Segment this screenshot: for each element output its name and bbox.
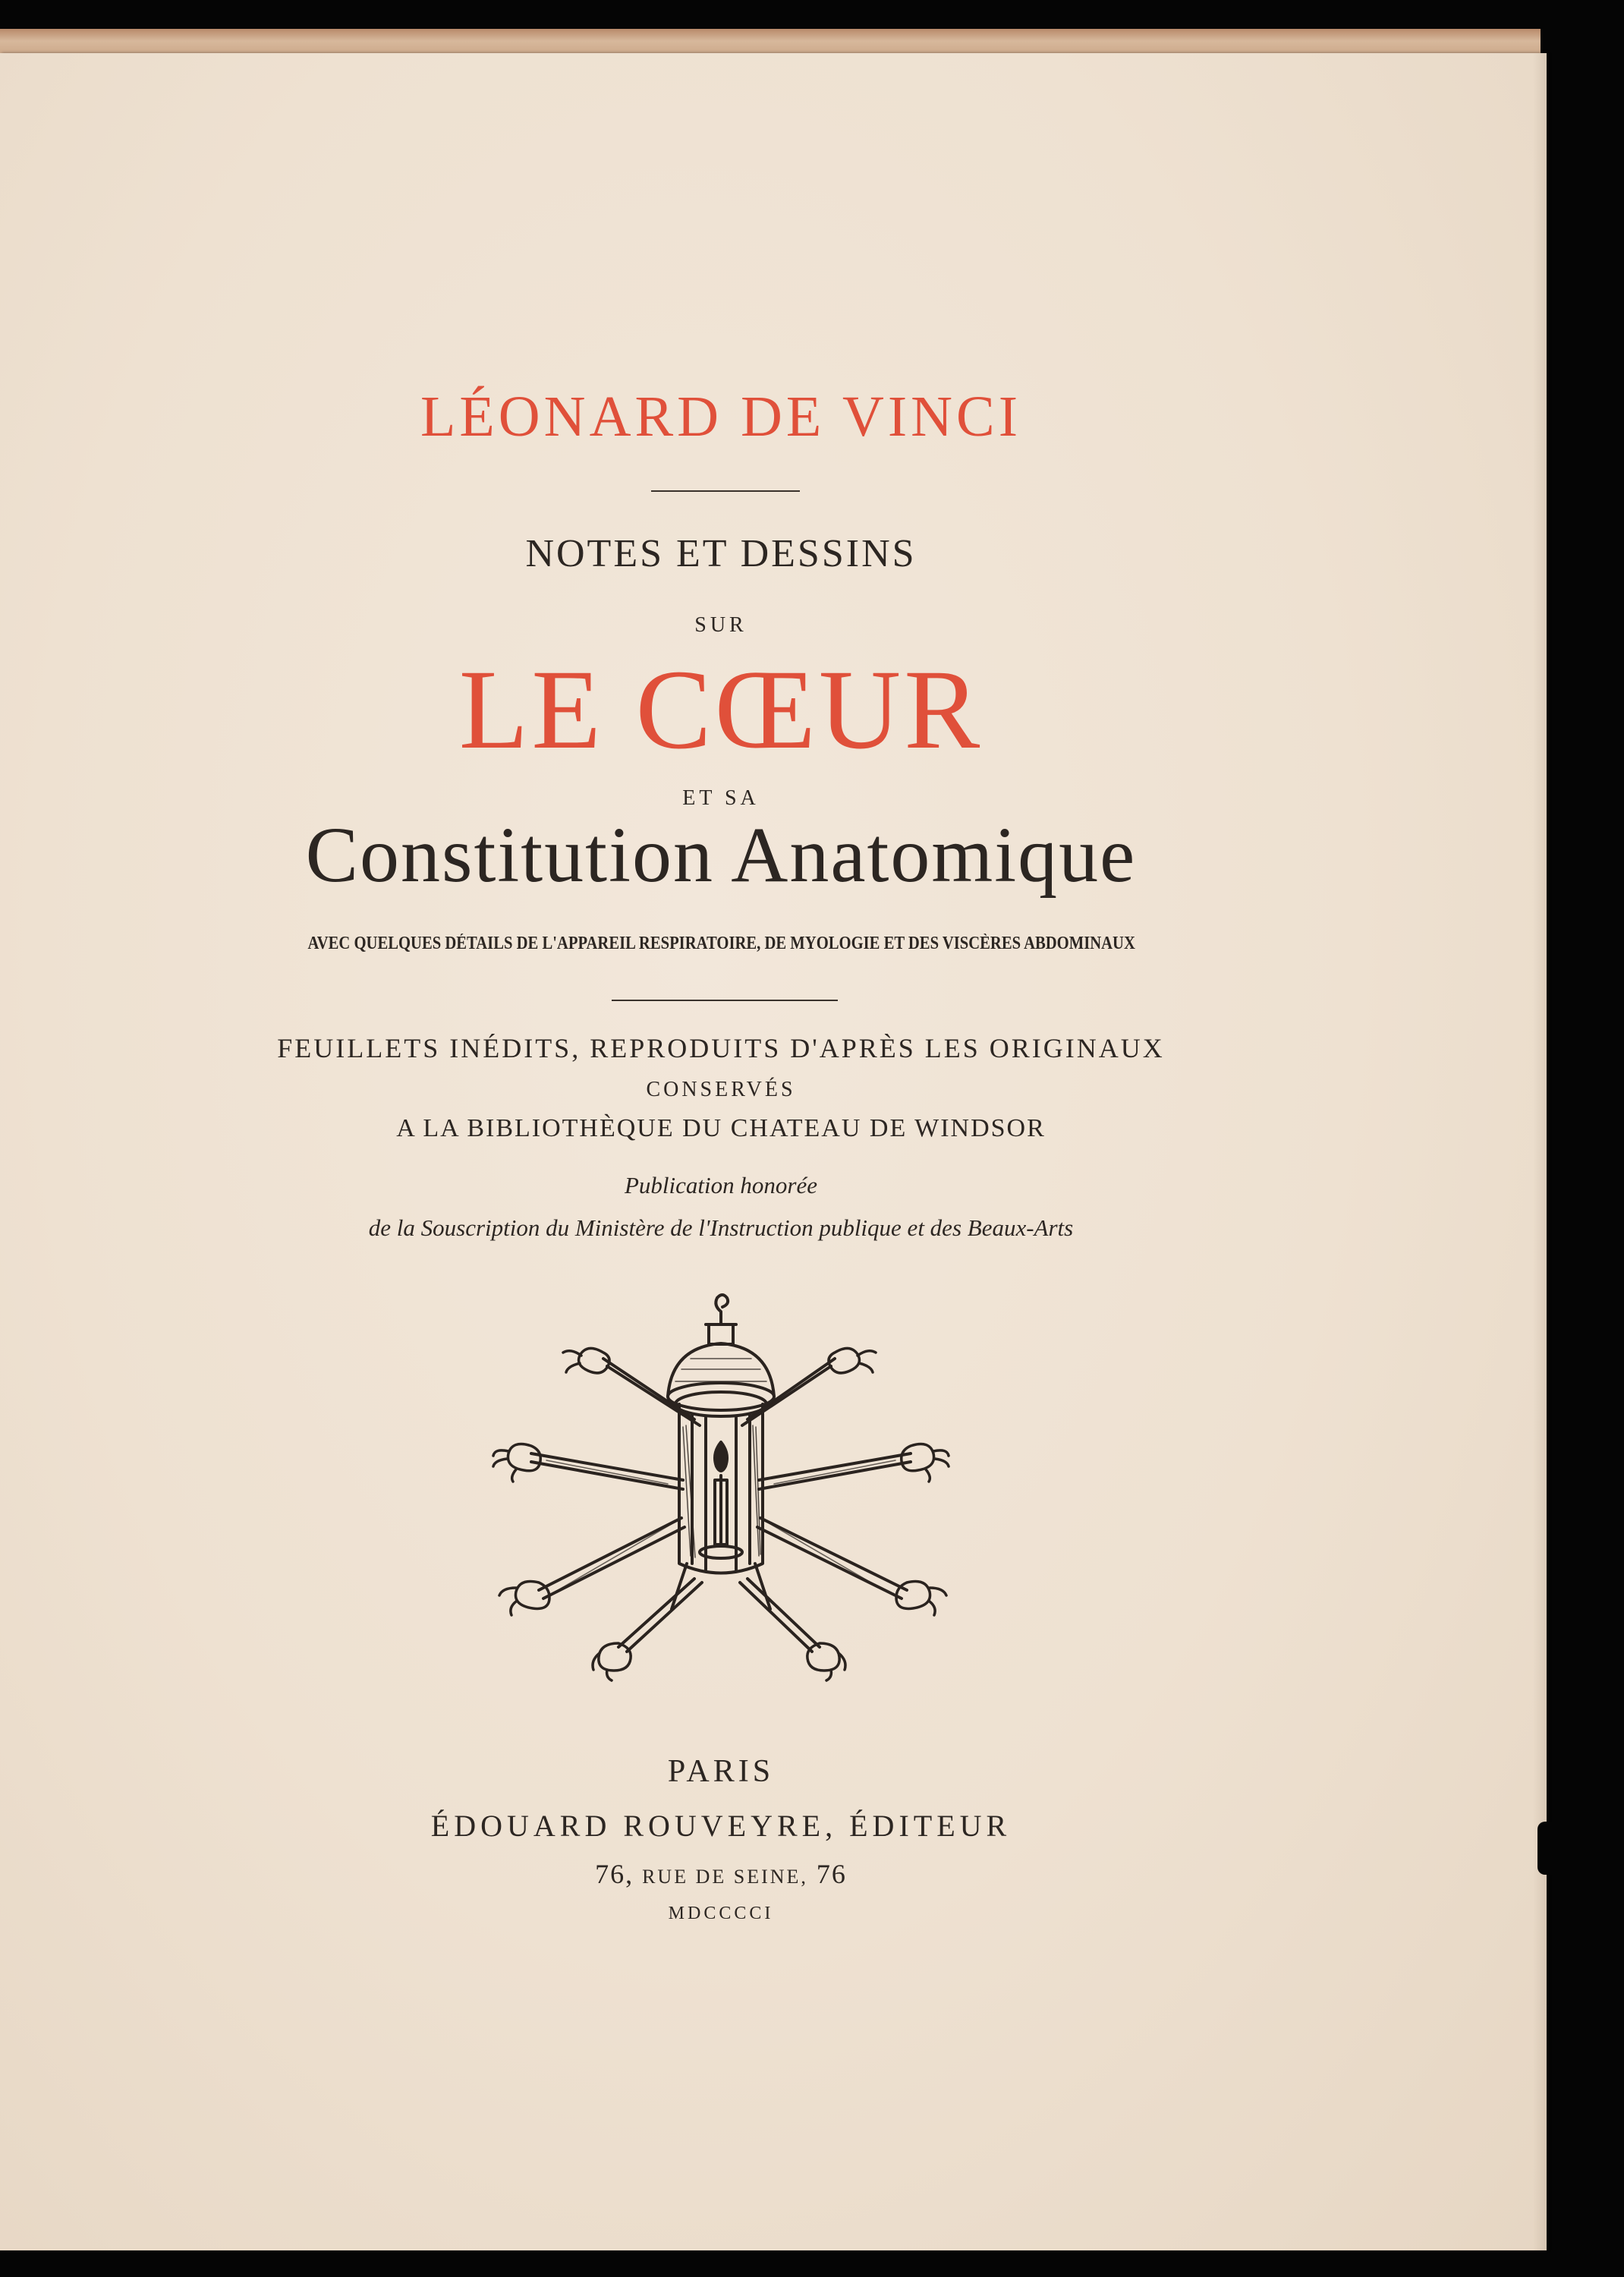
main-title-coeur: LE CŒUR (458, 647, 984, 773)
imprint-year: MDCCCCI (668, 1904, 774, 1923)
title-line-notes: NOTES ET DESSINS (525, 532, 917, 575)
address-street: RUE DE SEINE, (642, 1866, 808, 1888)
imprint-publisher: ÉDOUARD ROUVEYRE, ÉDITEUR (430, 1809, 1012, 1843)
title-page (0, 53, 1547, 2250)
page-edge-shadow (1533, 53, 1547, 2250)
address-number-right: 76 (816, 1859, 847, 1889)
publication-line: Publication honorée (625, 1172, 817, 1198)
conserves-line: CONSERVÉS (646, 1078, 796, 1101)
divider-rule-middle (612, 1000, 838, 1001)
subtitle-details: AVEC QUELQUES DÉTAILS DE L'APPAREIL RESPIRATOIRE, DE MYOLOGIE ET DES VISCÈRES ABDOMINAUX (307, 934, 1135, 953)
title-line-sur: SUR (694, 613, 747, 637)
title-line-et-sa: ET SA (682, 786, 760, 810)
author-name: LÉONARD DE VINCI (420, 385, 1022, 449)
main-title-constitution: Constitution Anatomique (305, 811, 1137, 899)
lamp-emblem-icon (486, 1290, 956, 1685)
address-number-left: 76, (595, 1859, 634, 1889)
divider-rule-top (651, 490, 800, 492)
page-notch (1537, 1822, 1553, 1875)
souscription-line: de la Souscription du Ministère de l'Instruction publique et des Beaux-Arts (368, 1214, 1074, 1241)
imprint-address (0, 1858, 1442, 1890)
bibliotheque-line: A LA BIBLIOTHÈQUE DU CHATEAU DE WINDSOR (396, 1114, 1046, 1142)
imprint-city: PARIS (667, 1754, 775, 1789)
feuillets-line: FEUILLETS INÉDITS, REPRODUITS D'APRÈS LES ORIGINAUX (277, 1033, 1165, 1063)
